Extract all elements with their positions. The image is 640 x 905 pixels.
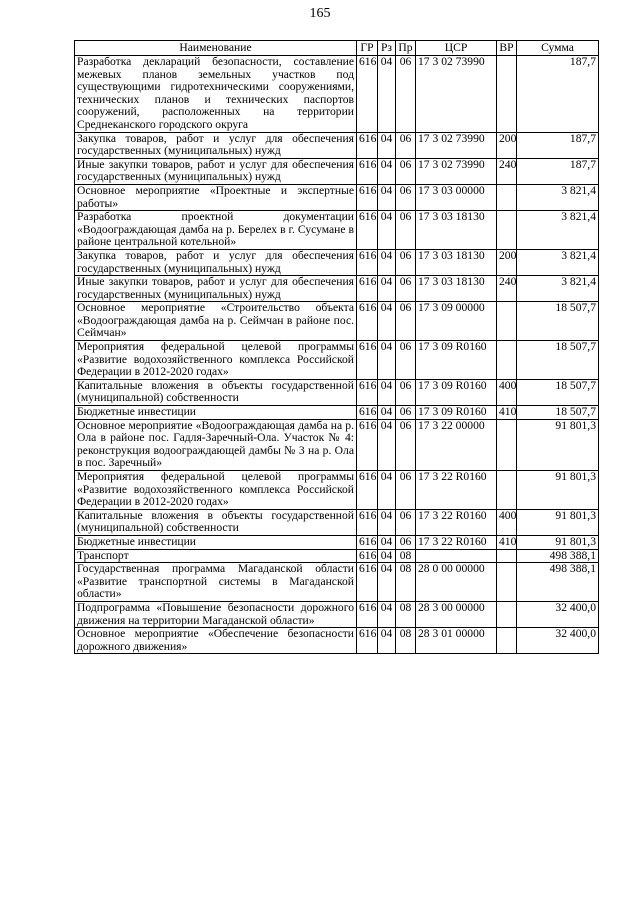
row-vr-cell <box>497 211 517 250</box>
row-sum-cell: 187,7 <box>517 132 599 158</box>
table-row <box>75 249 599 275</box>
table-row <box>75 341 599 380</box>
row-vr-cell: 400 <box>497 379 517 405</box>
row-pr-cell: 06 <box>396 132 416 158</box>
row-name-cell: Разработка деклараций безопасности, составление межевых планов земельных участков под существующими гидротехническими сооружениями, технических планов и технических паспортов сооружений, расположенных на территории Среднеканского городского округа <box>75 56 357 133</box>
row-sum-cell: 18 507,7 <box>517 302 599 341</box>
row-name-cell: Мероприятия федеральной целевой программы «Развитие водохозяйственного комплекса Российской Федерации в 2012-2020 годах» <box>75 341 357 380</box>
row-pr-cell: 08 <box>396 601 416 627</box>
row-rz-cell: 04 <box>378 509 396 535</box>
page-number: 165 <box>309 6 331 21</box>
row-rz-cell: 04 <box>378 628 396 654</box>
row-vr-cell: 410 <box>497 406 517 420</box>
table-row <box>75 563 599 602</box>
row-csr-cell: 17 3 03 00000 <box>416 184 497 210</box>
row-gr-cell: 616 <box>357 184 378 210</box>
row-pr-cell: 06 <box>396 419 416 470</box>
row-csr-cell: 17 3 03 18130 <box>416 211 497 250</box>
row-name-cell: Подпрограмма «Повышение безопасности дорожного движения на территории Магаданской области» <box>75 601 357 627</box>
row-sum-cell: 18 507,7 <box>517 406 599 420</box>
row-gr-cell: 616 <box>357 509 378 535</box>
row-pr-cell: 06 <box>396 158 416 184</box>
row-csr-cell: 17 3 22 R0160 <box>416 471 497 510</box>
row-sum-cell: 18 507,7 <box>517 379 599 405</box>
table-row <box>75 601 599 627</box>
row-gr-cell: 616 <box>357 549 378 563</box>
row-vr-cell <box>497 56 517 133</box>
header-gr: ГР <box>357 41 378 56</box>
row-name-cell: Иные закупки товаров, работ и услуг для обеспечения государственных (муниципальных) нужд <box>75 276 357 302</box>
row-sum-cell: 91 801,3 <box>517 419 599 470</box>
row-name-cell: Закупка товаров, работ и услуг для обеспечения государственных (муниципальных) нужд <box>75 132 357 158</box>
row-vr-cell <box>497 601 517 627</box>
table-body <box>75 56 599 654</box>
row-gr-cell: 616 <box>357 563 378 602</box>
row-name-cell: Основное мероприятие «Водоограждающая дамба на р. Ола в районе пос. Гадля-Заречный-Ола. Участок № 4: реконструкция водоограждающей дамбы № 3 на р. Ола в пос. Заречный» <box>75 419 357 470</box>
row-pr-cell: 06 <box>396 249 416 275</box>
row-vr-cell: 200 <box>497 132 517 158</box>
row-csr-cell: 28 3 00 00000 <box>416 601 497 627</box>
table-row <box>75 628 599 654</box>
header-rz: Рз <box>378 41 396 56</box>
row-gr-cell: 616 <box>357 471 378 510</box>
row-csr-cell: 17 3 22 R0160 <box>416 535 497 549</box>
row-pr-cell: 06 <box>396 406 416 420</box>
row-pr-cell: 06 <box>396 302 416 341</box>
row-sum-cell: 3 821,4 <box>517 249 599 275</box>
table-row <box>75 535 599 549</box>
row-gr-cell: 616 <box>357 628 378 654</box>
header-pr: Пр <box>396 41 416 56</box>
row-sum-cell: 498 388,1 <box>517 563 599 602</box>
row-sum-cell: 91 801,3 <box>517 535 599 549</box>
row-csr-cell: 17 3 02 73990 <box>416 132 497 158</box>
row-name-cell: Государственная программа Магаданской области «Развитие транспортной системы в Магаданской области» <box>75 563 357 602</box>
row-name-cell: Основное мероприятие «Обеспечение безопасности дорожного движения» <box>75 628 357 654</box>
row-gr-cell: 616 <box>357 211 378 250</box>
row-csr-cell: 28 0 00 00000 <box>416 563 497 602</box>
row-csr-cell: 17 3 02 73990 <box>416 158 497 184</box>
row-name-cell: Бюджетные инвестиции <box>75 535 357 549</box>
row-pr-cell: 06 <box>396 509 416 535</box>
row-sum-cell: 18 507,7 <box>517 341 599 380</box>
row-gr-cell: 616 <box>357 132 378 158</box>
row-sum-cell: 187,7 <box>517 158 599 184</box>
row-vr-cell: 240 <box>497 158 517 184</box>
row-rz-cell: 04 <box>378 419 396 470</box>
table-row <box>75 471 599 510</box>
row-name-cell: Бюджетные инвестиции <box>75 406 357 420</box>
row-rz-cell: 04 <box>378 184 396 210</box>
row-sum-cell: 91 801,3 <box>517 471 599 510</box>
row-vr-cell <box>497 302 517 341</box>
row-pr-cell: 06 <box>396 379 416 405</box>
row-pr-cell: 08 <box>396 628 416 654</box>
row-vr-cell <box>497 563 517 602</box>
row-name-cell: Мероприятия федеральной целевой программы «Развитие водохозяйственного комплекса Российской Федерации в 2012-2020 годах» <box>75 471 357 510</box>
row-csr-cell: 17 3 09 00000 <box>416 302 497 341</box>
table-row <box>75 56 599 133</box>
row-vr-cell: 400 <box>497 509 517 535</box>
row-rz-cell: 04 <box>378 406 396 420</box>
row-rz-cell: 04 <box>378 158 396 184</box>
row-pr-cell: 06 <box>396 56 416 133</box>
row-csr-cell: 17 3 09 R0160 <box>416 379 497 405</box>
row-vr-cell: 200 <box>497 249 517 275</box>
row-rz-cell: 04 <box>378 379 396 405</box>
row-sum-cell: 32 400,0 <box>517 628 599 654</box>
row-gr-cell: 616 <box>357 158 378 184</box>
row-gr-cell: 616 <box>357 56 378 133</box>
row-rz-cell: 04 <box>378 249 396 275</box>
header-sum: Сумма <box>517 41 599 56</box>
row-pr-cell: 06 <box>396 471 416 510</box>
table-row <box>75 276 599 302</box>
row-rz-cell: 04 <box>378 601 396 627</box>
row-sum-cell: 187,7 <box>517 56 599 133</box>
row-pr-cell: 06 <box>396 535 416 549</box>
row-csr-cell: 17 3 09 R0160 <box>416 341 497 380</box>
row-csr-cell <box>416 549 497 563</box>
row-rz-cell: 04 <box>378 535 396 549</box>
row-vr-cell <box>497 471 517 510</box>
table-row <box>75 549 599 563</box>
table-row <box>75 379 599 405</box>
row-rz-cell: 04 <box>378 341 396 380</box>
row-csr-cell: 17 3 22 00000 <box>416 419 497 470</box>
row-vr-cell <box>497 341 517 380</box>
budget-table <box>74 40 599 654</box>
row-name-cell: Иные закупки товаров, работ и услуг для обеспечения государственных (муниципальных) нужд <box>75 158 357 184</box>
row-vr-cell <box>497 184 517 210</box>
row-gr-cell: 616 <box>357 535 378 549</box>
row-pr-cell: 08 <box>396 549 416 563</box>
table-row <box>75 132 599 158</box>
row-name-cell: Капитальные вложения в объекты государственной (муниципальной) собственности <box>75 379 357 405</box>
row-gr-cell: 616 <box>357 406 378 420</box>
row-gr-cell: 616 <box>357 379 378 405</box>
row-vr-cell: 240 <box>497 276 517 302</box>
table-row <box>75 158 599 184</box>
header-name: Наименование <box>75 41 357 56</box>
row-pr-cell: 06 <box>396 211 416 250</box>
table-row <box>75 302 599 341</box>
row-gr-cell: 616 <box>357 302 378 341</box>
table-row <box>75 211 599 250</box>
table-row <box>75 406 599 420</box>
row-rz-cell: 04 <box>378 211 396 250</box>
row-gr-cell: 616 <box>357 249 378 275</box>
header-csr: ЦСР <box>416 41 497 56</box>
row-name-cell: Закупка товаров, работ и услуг для обеспечения государственных (муниципальных) нужд <box>75 249 357 275</box>
row-csr-cell: 17 3 03 18130 <box>416 249 497 275</box>
row-pr-cell: 06 <box>396 184 416 210</box>
row-rz-cell: 04 <box>378 302 396 341</box>
row-name-cell: Транспорт <box>75 549 357 563</box>
row-rz-cell: 04 <box>378 471 396 510</box>
row-vr-cell: 410 <box>497 535 517 549</box>
table-row <box>75 184 599 210</box>
row-sum-cell: 3 821,4 <box>517 184 599 210</box>
row-csr-cell: 28 3 01 00000 <box>416 628 497 654</box>
row-pr-cell: 08 <box>396 563 416 602</box>
row-csr-cell: 17 3 02 73990 <box>416 56 497 133</box>
row-sum-cell: 32 400,0 <box>517 601 599 627</box>
row-sum-cell: 498 388,1 <box>517 549 599 563</box>
table-row <box>75 419 599 470</box>
row-sum-cell: 3 821,4 <box>517 211 599 250</box>
row-rz-cell: 04 <box>378 549 396 563</box>
row-name-cell: Разработка проектной документации «Водоограждающая дамба на р. Берелех в г. Сусумане в районе центральной котельной» <box>75 211 357 250</box>
row-name-cell: Капитальные вложения в объекты государственной (муниципальной) собственности <box>75 509 357 535</box>
row-rz-cell: 04 <box>378 132 396 158</box>
row-rz-cell: 04 <box>378 56 396 133</box>
row-csr-cell: 17 3 03 18130 <box>416 276 497 302</box>
row-gr-cell: 616 <box>357 419 378 470</box>
row-pr-cell: 06 <box>396 276 416 302</box>
row-name-cell: Основное мероприятие «Строительство объекта «Водоограждающая дамба на р. Сеймчан в районе пос. Сеймчан» <box>75 302 357 341</box>
row-rz-cell: 04 <box>378 276 396 302</box>
row-rz-cell: 04 <box>378 563 396 602</box>
row-sum-cell: 91 801,3 <box>517 509 599 535</box>
row-pr-cell: 06 <box>396 341 416 380</box>
row-sum-cell: 3 821,4 <box>517 276 599 302</box>
table-header-row <box>75 41 599 56</box>
row-gr-cell: 616 <box>357 276 378 302</box>
header-vr: ВР <box>497 41 517 56</box>
row-vr-cell <box>497 628 517 654</box>
row-vr-cell <box>497 549 517 563</box>
row-vr-cell <box>497 419 517 470</box>
row-gr-cell: 616 <box>357 341 378 380</box>
row-csr-cell: 17 3 09 R0160 <box>416 406 497 420</box>
row-name-cell: Основное мероприятие «Проектные и экспертные работы» <box>75 184 357 210</box>
row-csr-cell: 17 3 22 R0160 <box>416 509 497 535</box>
row-gr-cell: 616 <box>357 601 378 627</box>
table-row <box>75 509 599 535</box>
